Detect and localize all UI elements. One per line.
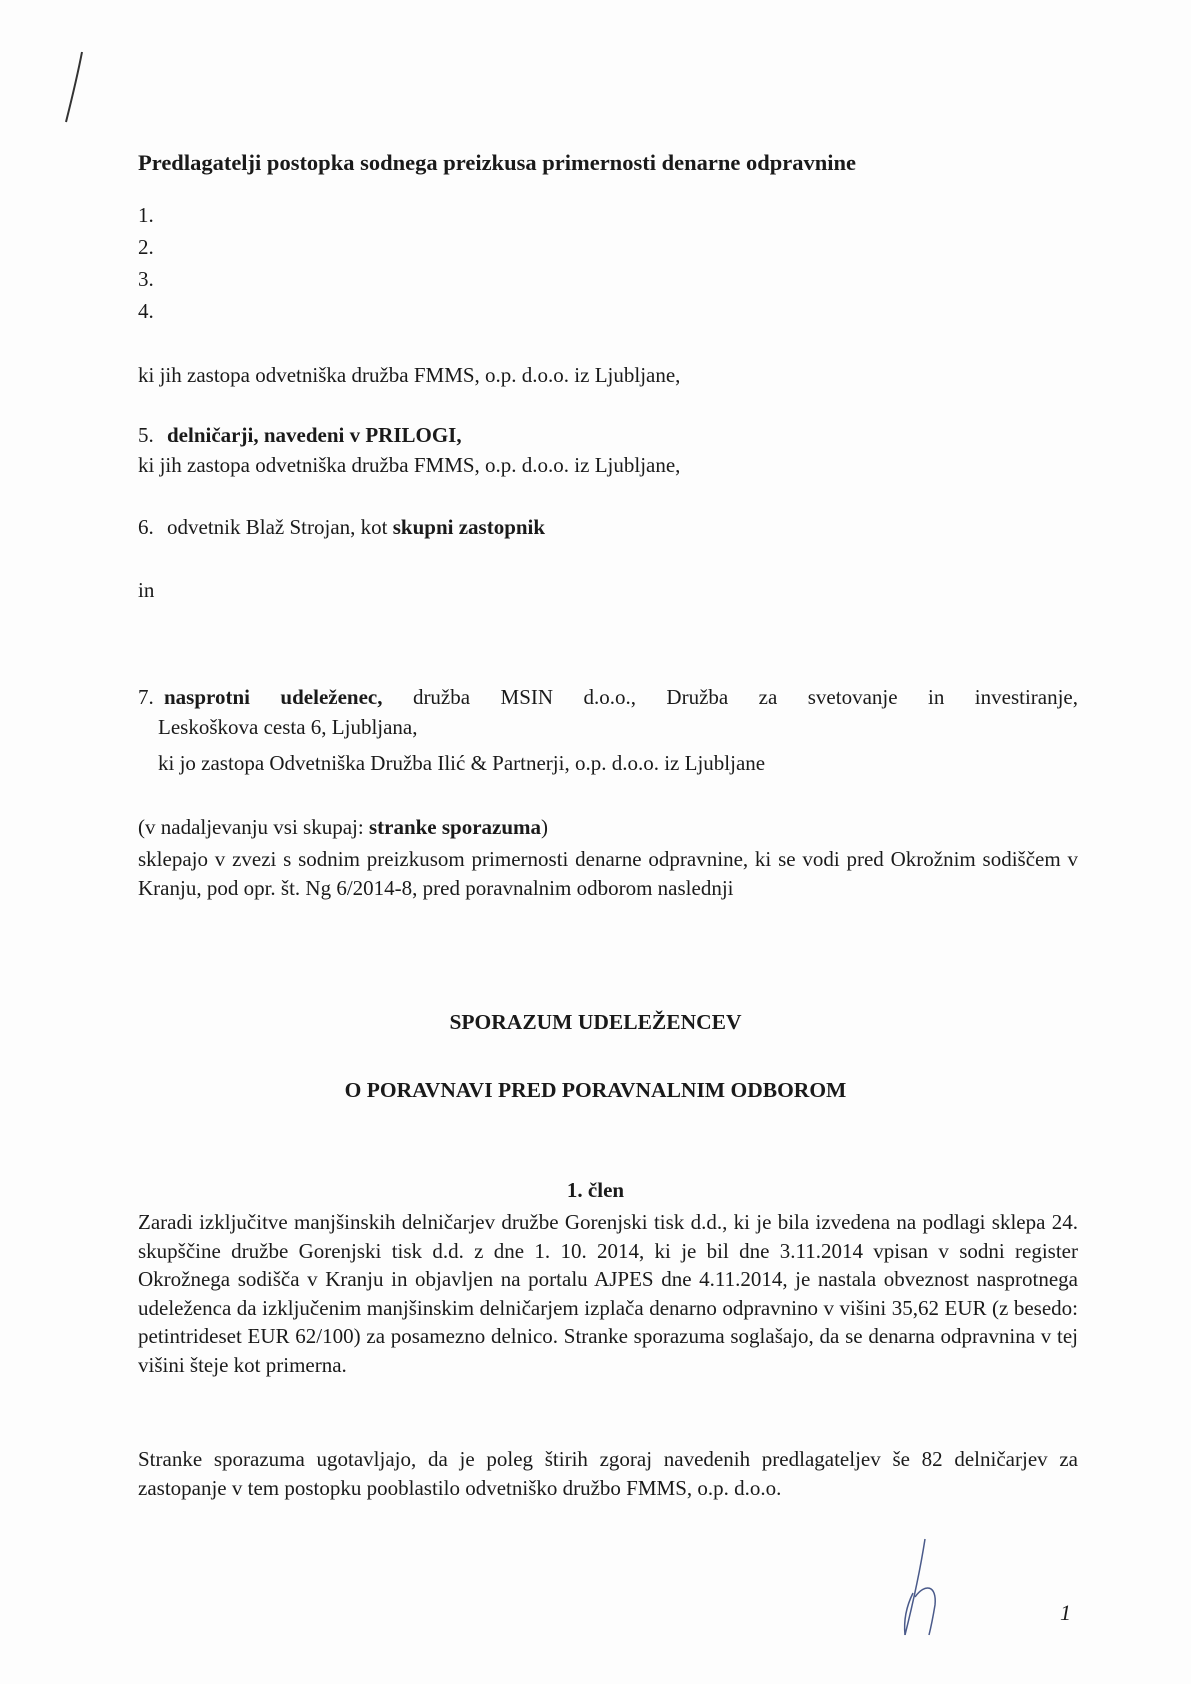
paragraph-2: Stranke sporazuma ugotavljajo, da je poleg štirih zgoraj navedenih predlagateljev še 82 delničarjev za zastopanje v tem postopku pooblastilo odvetniško družbo FMMS, o.p. d.o.o. xyxy=(138,1447,1078,1500)
party-6-number: 6. xyxy=(138,515,154,539)
party-number-3: 3. xyxy=(138,267,154,291)
party-5-representation: ki jih zastopa odvetniška družba FMMS, o.p. d.o.o. iz Ljubljane, xyxy=(138,453,681,477)
party-6-role: skupni zastopnik xyxy=(392,515,546,539)
collective-designation xyxy=(138,812,548,843)
party-6 xyxy=(138,512,545,543)
page-heading: Predlagatelji postopka sodnega preizkusa primernosti denarne odpravnine xyxy=(138,150,856,175)
party-6-text: odvetnik Blaž Strojan, kot xyxy=(167,515,388,539)
representation-line: ki jih zastopa odvetniška družba FMMS, o.p. d.o.o. iz Ljubljane, xyxy=(138,363,681,387)
agreement-title: SPORAZUM UDELEŽENCEV xyxy=(449,1010,742,1034)
party-7-number: 7. xyxy=(138,685,154,709)
party-7-representation: ki jo zastopa Odvetniška Družba Ilić & Partnerji, o.p. d.o.o. iz Ljubljane xyxy=(158,751,766,775)
party-7 xyxy=(138,682,1078,778)
collective-prefix: (v nadaljevanju vsi skupaj: xyxy=(138,815,364,839)
party-7-address: Leskoškova cesta 6, Ljubljana, xyxy=(158,715,418,739)
pen-stroke-mark xyxy=(60,48,90,128)
collective-suffix: ) xyxy=(541,815,549,839)
party-number-1: 1. xyxy=(138,203,154,227)
party-5 xyxy=(138,420,462,451)
party-5-number: 5. xyxy=(138,423,154,447)
page-number: 1 xyxy=(1060,1600,1071,1625)
signature-mark xyxy=(895,1535,955,1645)
party-7-role: nasprotni udeleženec, xyxy=(164,685,383,709)
collective-term: stranke sporazuma xyxy=(368,815,542,839)
conjunction: in xyxy=(138,578,155,602)
party-number-2: 2. xyxy=(138,235,154,259)
agreement-subtitle: O PORAVNAVI PRED PORAVNALNIM ODBOROM xyxy=(344,1078,847,1102)
article-1-text: Zaradi izključitve manjšinskih delničarjev družbe Gorenjski tisk d.d., ki je bila izvedena na podlagi sklepa 24. skupščine družbe Gorenjski tisk d.d. z dne 1. 10. 2014, ki je bil dne 3.11.2014 vpisan v sodni register Okrožnega sodišča v Kranju in objavljen na portalu AJPES dne 4.11.2014, je nastala obveznost nasprotnega udeleženca da izključenim manjšinskim delničarjem izplača denarno odpravnino v višini 35,62 EUR (z besedo: petintrideset EUR 62/100) za posamezno delnico. Stranke sporazuma soglašajo, da se denarna odpravnina v tej višini šteje kot primerna. xyxy=(138,1210,1078,1377)
party-number-4: 4. xyxy=(138,299,154,323)
party-5-name: delničarji, navedeni v PRILOGI, xyxy=(167,423,462,447)
article-1-heading: 1. člen xyxy=(566,1178,625,1202)
party-7-name: družba MSIN d.o.o., Družba za svetovanje in investiranje, xyxy=(412,685,1079,709)
intro-paragraph: sklepajo v zvezi s sodnim preizkusom primernosti denarne odpravnine, ki se vodi pred Okrožnim sodiščem v Kranju, pod opr. št. Ng 6/2014-8, pred poravnalnim odborom naslednji xyxy=(138,847,1078,900)
